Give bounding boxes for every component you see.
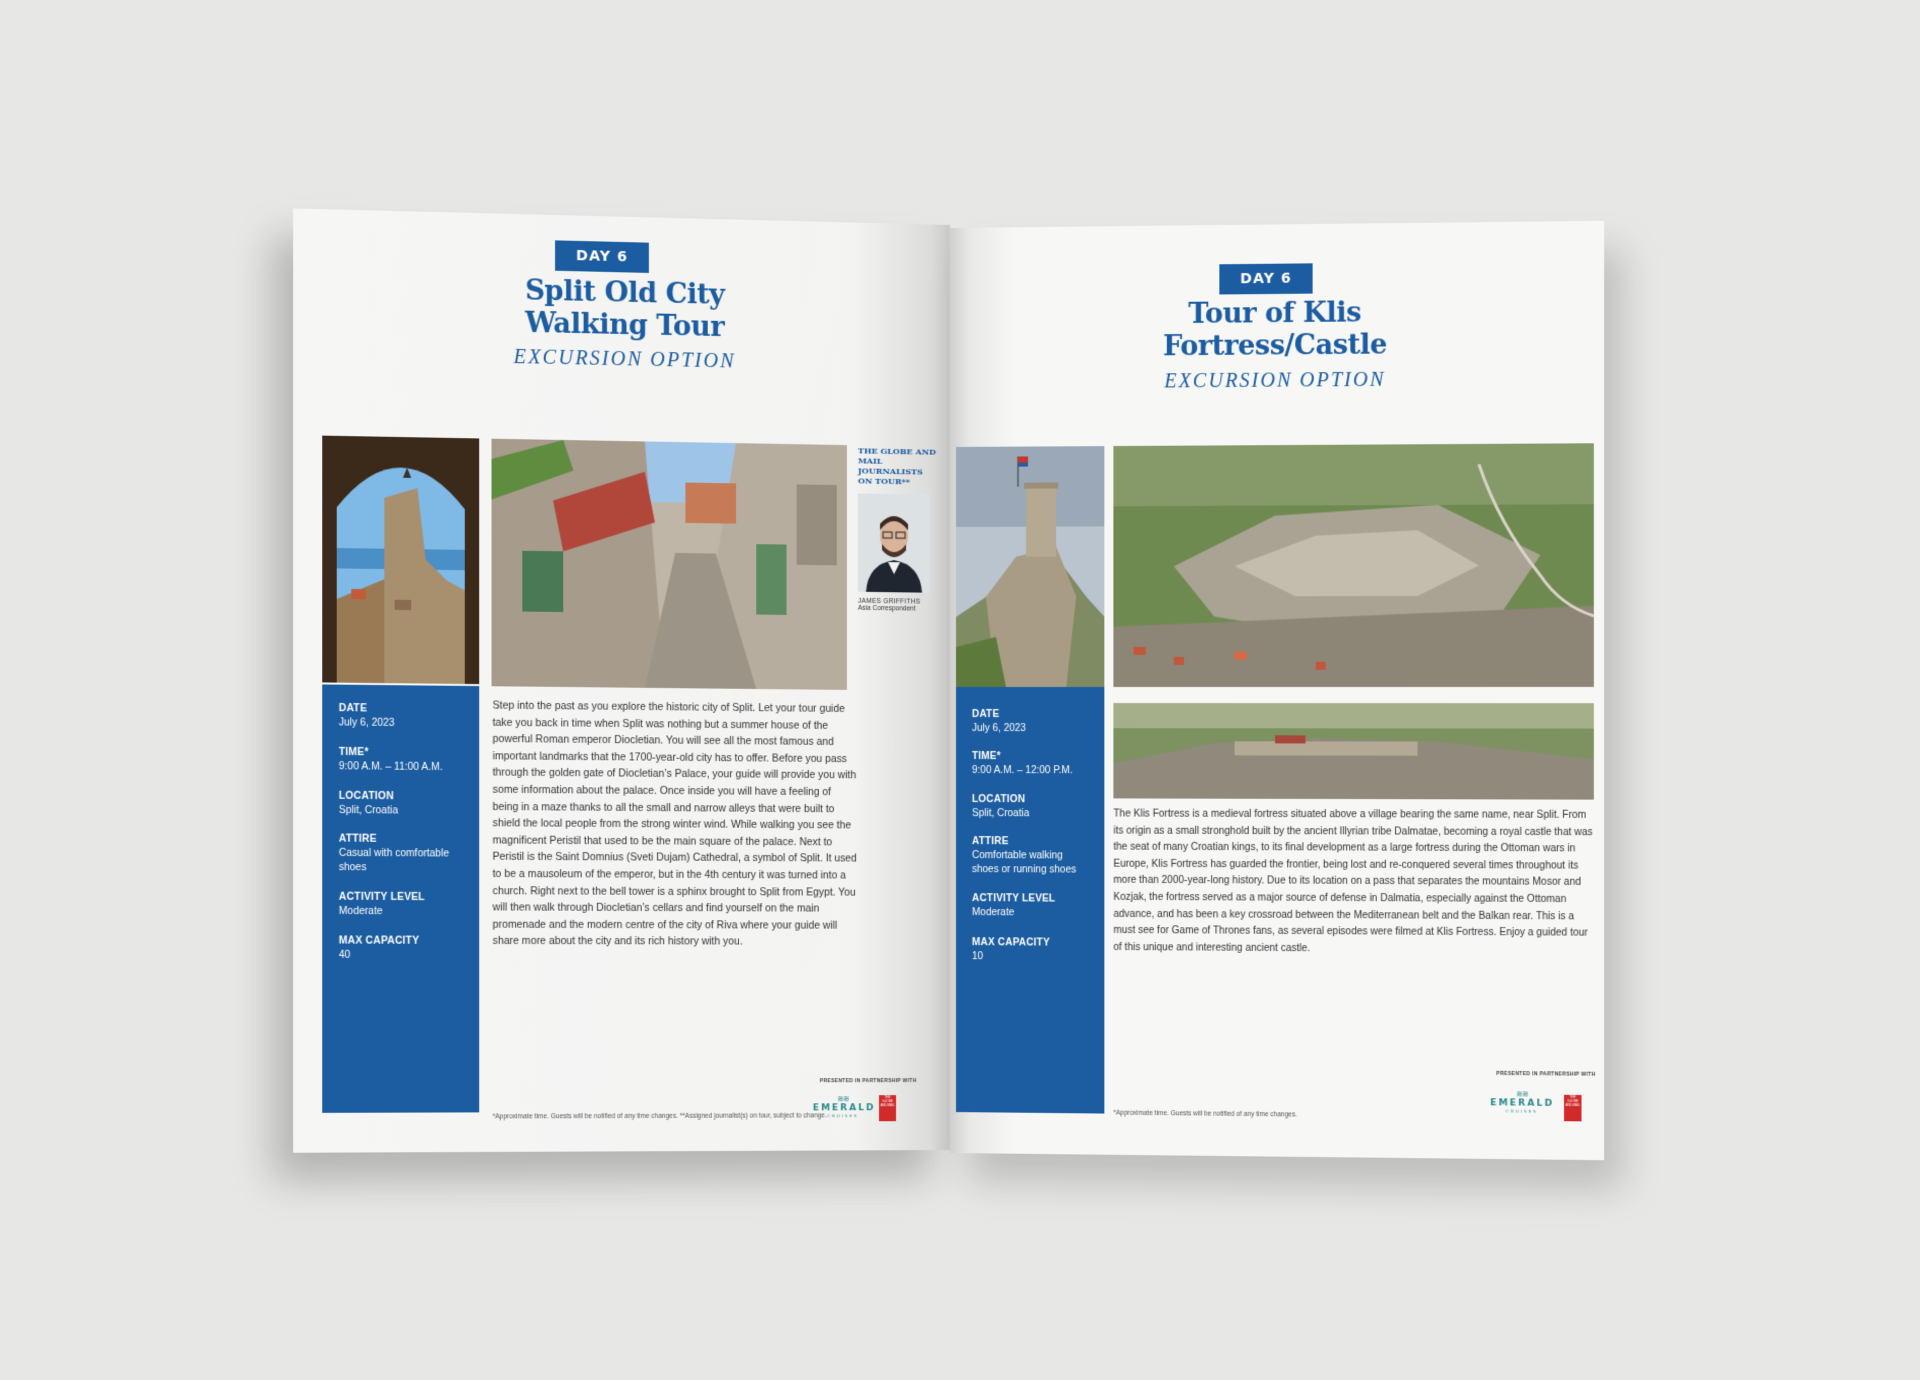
title-line-1: Tour of Klis: [1188, 297, 1362, 330]
info-value: Split, Croatia: [338, 804, 399, 817]
info-label: ATTIRE: [971, 836, 1009, 848]
info-attire: [972, 836, 1084, 878]
partner-label: PRESENTED IN PARTNERSHIP WITH: [819, 1078, 917, 1085]
info-label: LOCATION: [338, 790, 394, 803]
info-location: [339, 791, 398, 819]
footnote: *Approximate time. Guests will be notified of any time changes. **Assigned journalist(s) on tour, subject to change.: [492, 1112, 827, 1121]
title-line-2: Walking Tour: [525, 307, 725, 344]
emerald-sub: CRUISES: [1505, 1108, 1538, 1114]
info-time: [972, 751, 1073, 778]
arch-photo-art: [322, 436, 479, 684]
info-max-capacity: [972, 937, 1050, 965]
footnote: *Approximate time. Guests will be notified of any time changes.: [1113, 1109, 1298, 1119]
wave-icon: ≋≋: [837, 1094, 849, 1104]
info-label: MAX CAPACITY: [338, 935, 420, 947]
body-text: The Klis Fortress is a medieval fortress situated above a village bearing the same name, near Split. From its origin as a small stronghold built by the ancient Illyrian tribe Dalmatae, becoming a royal castle that was the seat of many Croatian kings, to its final development as a large fortress during the Ottoman wars in Europe, Klis Fortress has guarded the frontier, being lost and re-conquered several times throughout its more than 2000-year-long history. Due to its location on a pass that separates the mountains Mosor and Kozjak, the fortress served as a major source of defense in Dalmatia, especially against the Ottoman advance, and has been a key crossroad between the Mediterranean belt and the Balkan rear. This is a must see for Game of Thrones fans, as several episodes were filmed at Klis Fortress. Enjoy a guided tour of this unique and interesting ancient castle.: [1113, 808, 1593, 954]
info-value: 9:00 A.M. – 12:00 P.M.: [971, 765, 1073, 777]
info-label: ACTIVITY LEVEL: [338, 891, 425, 904]
info-label: TIME*: [971, 751, 1001, 763]
tower-photo-art: [956, 446, 1104, 687]
info-label: ACTIVITY LEVEL: [971, 893, 1056, 905]
info-value: Casual with comfortable shoes: [338, 847, 450, 874]
photo-fortress-panorama: [1113, 703, 1593, 800]
info-sidebar: [956, 687, 1104, 1114]
journalist-role: Asia Correspondent: [857, 604, 916, 613]
info-label: DATE: [338, 703, 368, 715]
info-activity-level: [972, 893, 1055, 920]
globe-and-mail-logo: THE GLOBE AND MAIL: [1564, 1095, 1581, 1122]
emerald-word: EMERALD: [812, 1103, 876, 1114]
day-badge: DAY 6: [555, 240, 649, 273]
title-line-1: Split Old City: [524, 275, 725, 311]
info-date: [972, 709, 1026, 736]
photo-fortress-aerial: [1113, 443, 1593, 687]
photo-fortress-tower: [956, 446, 1104, 687]
portrait-art: [858, 493, 930, 592]
right-page: [950, 221, 1604, 1160]
page-subtitle: EXCURSION OPTION: [1164, 368, 1386, 393]
photo-arch-view: [322, 436, 479, 684]
info-label: MAX CAPACITY: [971, 937, 1050, 949]
info-value: 10: [971, 951, 984, 963]
journalist-portrait: [858, 493, 930, 592]
page-subtitle: EXCURSION OPTION: [513, 345, 736, 373]
info-sidebar: [322, 684, 479, 1112]
aerial-photo-art: [1113, 443, 1593, 687]
day-badge: DAY 6: [1219, 263, 1312, 294]
info-value: Moderate: [971, 907, 1015, 919]
info-value: Comfortable walking shoes or running shoes: [971, 850, 1077, 876]
info-label: ATTIRE: [338, 833, 377, 845]
photo-old-city-street: [492, 439, 847, 690]
page-title: [293, 270, 950, 349]
wave-icon: ≋≋: [1516, 1089, 1528, 1099]
info-max-capacity: [339, 935, 419, 963]
info-value: 40: [338, 949, 351, 961]
title-line-2: Fortress/Castle: [1162, 329, 1387, 363]
info-value: July 6, 2023: [971, 723, 1026, 735]
emerald-cruises-logo: [1490, 1089, 1554, 1114]
info-value: 9:00 A.M. – 11:00 A.M.: [338, 761, 443, 774]
partner-label: PRESENTED IN PARTNERSHIP WITH: [1496, 1070, 1596, 1078]
info-activity-level: [339, 892, 425, 920]
street-photo-art: [492, 439, 847, 690]
info-value: July 6, 2023: [338, 717, 395, 729]
info-value: Moderate: [338, 905, 383, 918]
info-value: Split, Croatia: [971, 808, 1030, 820]
info-location: [972, 794, 1029, 821]
journalist-name: JAMES GRIFFITHS: [857, 597, 921, 606]
info-label: TIME*: [338, 746, 369, 759]
info-attire: [339, 833, 453, 875]
panorama-photo-art: [1113, 703, 1593, 800]
page-title: [950, 295, 1604, 365]
info-label: DATE: [971, 709, 1000, 721]
info-time: [339, 747, 443, 775]
info-date: [339, 703, 395, 731]
emerald-sub: CRUISES: [827, 1113, 859, 1119]
body-text: Step into the past as you explore the historic city of Split. Let your tour guide take you back in time when Split was nothing but a summer house of the powerful Roman emperor Diocletian. You will see all the most famous and important landmarks that the 1700-year-old city has to offer. Before you pass through the golden gate of Diocletian’s Palace, your guide will provide you with some information about the palace. Once inside you will have a feeling of being in a maze thanks to all the small and narrow alleys that were built to shield the local people from the strong winter wind. While walking you see the magnificent Peristil that used to be the main square of the palace. Next to Peristil is the Saint Domnius (Sveti Dujam) Cathedral, a symbol of Split. It used to be a mausoleum of the emperor, but in the 4th century it was turned into a church. Right next to the bell tower is a sphinx brought to Split from Egypt. You will then walk through Diocletian’s cellars and find yourself on the main promenade and the modern centre of the city of Riva where your guide will share more about the city and its rich history with you.: [492, 700, 857, 948]
globe-and-mail-logo: THE GLOBE AND MAIL: [879, 1095, 896, 1121]
journalist-box: [858, 445, 938, 613]
emerald-word: EMERALD: [1490, 1098, 1555, 1109]
journalist-heading: THE GLOBE AND MAIL JOURNALISTS ON TOUR**: [857, 445, 936, 487]
info-label: LOCATION: [971, 794, 1026, 806]
left-page: [293, 208, 950, 1152]
